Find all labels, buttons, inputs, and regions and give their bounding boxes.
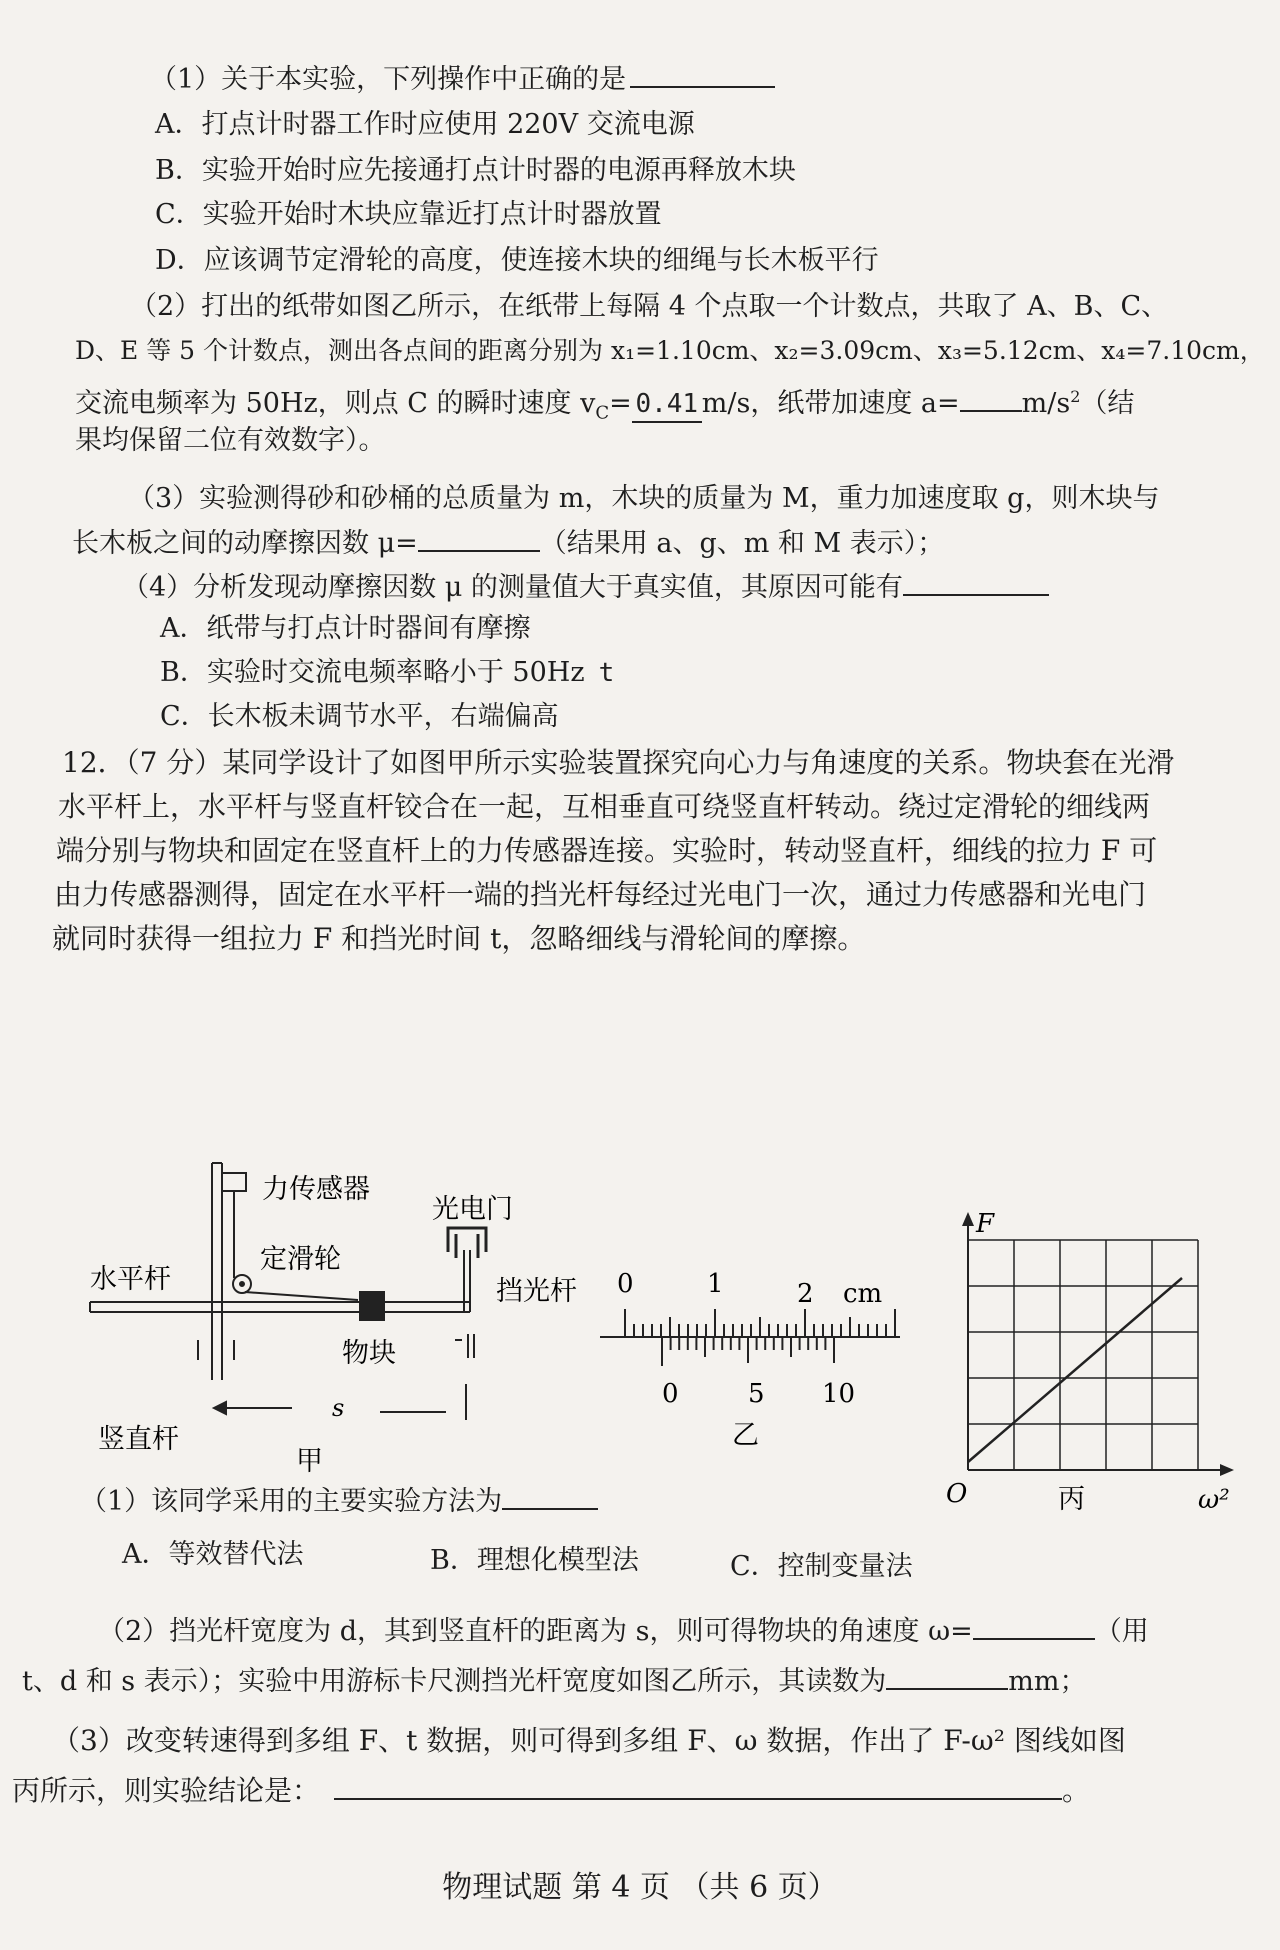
main-label-0: 0 — [617, 1269, 634, 1299]
unit-cm: cm — [843, 1279, 883, 1309]
block — [360, 1292, 384, 1320]
figure-bing — [962, 1212, 1234, 1476]
q11-p4-option-a: A．纸带与打点计时器间有摩擦 — [160, 613, 531, 644]
label-pulley: 定滑轮 — [260, 1244, 341, 1275]
q12-p1-option-c: C．控制变量法 — [730, 1551, 913, 1582]
q12-p3-line2: 丙所示，则实验结论是： 。 — [12, 1774, 1091, 1807]
q11-p1-option-d: D．应该调节定滑轮的高度，使连接木块的细绳与长木板平行 — [155, 245, 879, 276]
q12-p1-option-a: A．等效替代法 — [122, 1539, 304, 1570]
figure-yi — [600, 1309, 900, 1366]
q12-intro-line1: 12．（7 分）某同学设计了如图甲所示实验装置探究向心力与角速度的关系。物块套在光滑 — [62, 746, 1175, 779]
q12-p1-stem: （1）该同学采用的主要实验方法为 — [80, 1484, 598, 1519]
q12-intro-line2: 水平杆上，水平杆与竖直杆铰合在一起，互相垂直可绕竖直杆转动。绕过定滑轮的细线两 — [58, 790, 1151, 823]
vernier-label-0: 0 — [662, 1379, 679, 1409]
vernier-label-10: 10 — [822, 1379, 856, 1409]
label-vertical-rod: 竖直杆 — [98, 1424, 179, 1455]
main-label-1: 1 — [707, 1269, 724, 1299]
string-horizontal — [245, 1292, 358, 1300]
q11-p4-stem: （4）分析发现动摩擦因数 μ 的测量值大于真实值，其原因可能有 — [122, 570, 1049, 605]
label-horizontal-rod: 水平杆 — [90, 1264, 171, 1295]
vernier-label-5: 5 — [748, 1379, 765, 1409]
q12-intro-line5: 就同时获得一组拉力 F 和挡光时间 t，忽略细线与滑轮间的摩擦。 — [52, 922, 866, 955]
caption-yi: 乙 — [732, 1420, 759, 1451]
main-label-2: 2 — [797, 1279, 814, 1309]
q11-p3-line2: 长木板之间的动摩擦因数 μ= （结果用 a、g、m 和 M 表示）； — [72, 528, 945, 559]
photogate — [448, 1228, 486, 1252]
q12-p1-option-b: B．理想化模型法 — [430, 1545, 639, 1576]
q12-p2-line2: t、d 和 s 表示）；实验中用游标卡尺测挡光杆宽度如图乙所示，其读数为 mm； — [22, 1666, 1087, 1697]
q11-p3-line1: （3）实验测得砂和砂桶的总质量为 m，木块的质量为 M，重力加速度取 g，则木块与 — [128, 483, 1160, 514]
q12-intro-line4: 由力传感器测得，固定在水平杆一端的挡光杆每经过光电门一次，通过力传感器和光电门 — [54, 878, 1147, 911]
q12-p2-line1: （2）挡光杆宽度为 d，其到竖直杆的距离为 s，则可得物块的角速度 ω= （用 — [98, 1616, 1149, 1647]
label-block: 物块 — [342, 1338, 396, 1369]
handwritten-answer: 0.41 — [635, 389, 699, 419]
q11-p4-option-c: C．长木板未调节水平，右端偏高 — [160, 701, 559, 732]
q11-p2-line4: 果均保留二位有效数字）。 — [75, 425, 386, 456]
q12-intro-line3: 端分别与物块和固定在竖直杆上的力传感器连接。实验时，转动竖直杆，细线的拉力 F 可 — [56, 834, 1158, 867]
caption-bing: 丙 — [1058, 1484, 1085, 1515]
page-footer: 物理试题 第 4 页 （共 6 页） — [442, 1870, 838, 1905]
y-axis-label: F — [976, 1209, 995, 1239]
label-light-bar: 挡光杆 — [496, 1276, 577, 1307]
q11-p4-option-b: B．实验时交流电频率略小于 50Hz t — [160, 657, 615, 688]
handwritten-mark: t — [598, 658, 615, 688]
q11-p2-line1: （2）打出的纸带如图乙所示，在纸带上每隔 4 个点取一个计数点，共取了 A、B、C、 — [130, 291, 1169, 322]
q11-p1-option-b: B．实验开始时应先接通打点计时器的电源再释放木块 — [155, 155, 796, 186]
label-photogate: 光电门 — [432, 1194, 513, 1225]
f-omega-line — [968, 1278, 1182, 1462]
q11-p2-line2: D、E 等 5 个计数点，测出各点间的距离分别为 x₁=1.10cm、x₂=3.09cm、x₃=5.12cm、x₄=7.10cm， — [75, 336, 1265, 365]
q11-p1-stem: （1）关于本实验，下列操作中正确的是 — [150, 62, 775, 97]
q12-p3-line1: （3）改变转速得到多组 F、t 数据，则可得到多组 F、ω 数据，作出了 F-ω² 图线如图 — [52, 1724, 1126, 1757]
q11-p1-option-a: A．打点计时器工作时应使用 220V 交流电源 — [155, 109, 695, 140]
label-s: s — [332, 1394, 345, 1422]
caption-jia: 甲 — [296, 1446, 323, 1477]
force-sensor-box — [222, 1173, 246, 1191]
x-axis-label: ω² — [1198, 1485, 1230, 1515]
label-force-sensor: 力传感器 — [262, 1174, 370, 1205]
q11-p1-option-c: C．实验开始时木块应靠近打点计时器放置 — [155, 199, 662, 230]
origin-label: O — [946, 1479, 968, 1509]
q11-p2-line3: 交流电频率为 50Hz，则点 C 的瞬时速度 $v_C= 0.41$ m/s，纸带加速度 $a= m/s^2$（结 — [75, 387, 1135, 424]
